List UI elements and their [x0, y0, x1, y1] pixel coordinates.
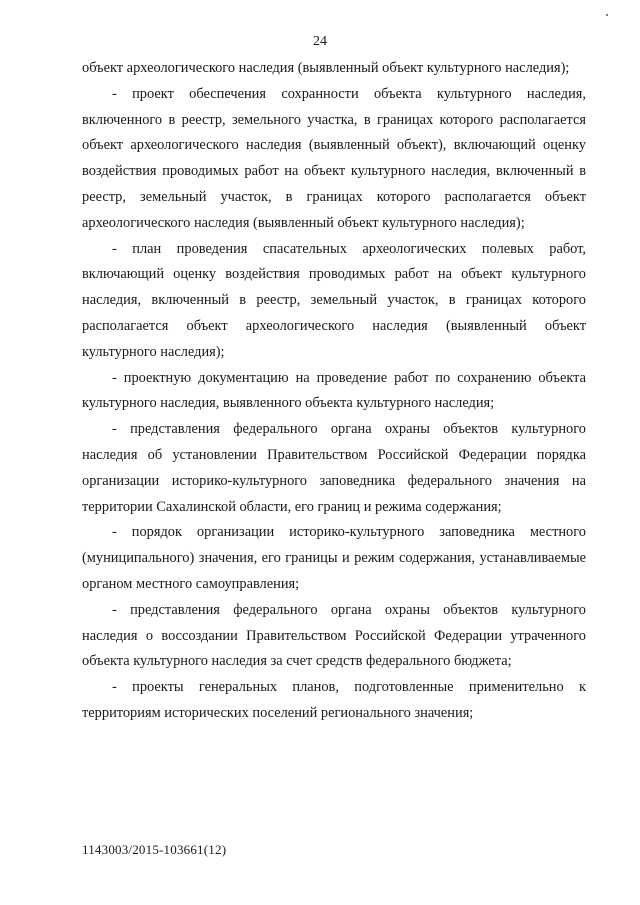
list-item: - порядок организации историко-культурного заповедника местного (муниципального) значения, его границы и режим содержания, устанавливаемые органом местного самоуправления;: [82, 524, 586, 592]
list-item: - план проведения спасательных археологических полевых работ, включающий оценку воздействия проводимых работ на объект культурного наследия, включенный в реестр, земельный участок, в границах которого располагается объект археологического наследия (выявленный объект культурного наследия);: [82, 240, 586, 360]
list-item: - проектную документацию на проведение работ по сохранению объекта культурного наследия, выявленного объекта культурного наследия;: [82, 369, 586, 412]
list-item: - проект обеспечения сохранности объекта культурного наследия, включенного в реестр, земельного участка, в границах которого располагается объект археологического наследия (выявленный объект), включающий оценку воздействия проводимых работ на объект культурного наследия, включенный в реестр, земельный участок, в границах которого располагается объект археологического наследия (выявленный объект культурного наследия);: [82, 85, 586, 231]
scan-speck: [606, 14, 608, 16]
list-item: - представления федерального органа охраны объектов культурного наследия об установлении Правительством Российской Федерации порядка организации историко-культурного заповедника федерального значения на территории Сахалинской области, его границ и режима содержания;: [82, 421, 586, 515]
list-item: - проекты генеральных планов, подготовленные применительно к территориям исторических поселений регионального значения;: [82, 679, 586, 721]
list-item: - представления федерального органа охраны объектов культурного наследия о воссоздании Правительством Российской Федерации утраченного объекта культурного наследия за счет средств федерального бюджета;: [82, 601, 586, 670]
document-body: [82, 56, 586, 727]
page-number: 24: [313, 34, 327, 49]
paragraph-continuation: объект археологического наследия (выявленный объект культурного наследия);: [82, 60, 570, 76]
document-code: 1143003/2015-103661(12): [82, 842, 227, 857]
